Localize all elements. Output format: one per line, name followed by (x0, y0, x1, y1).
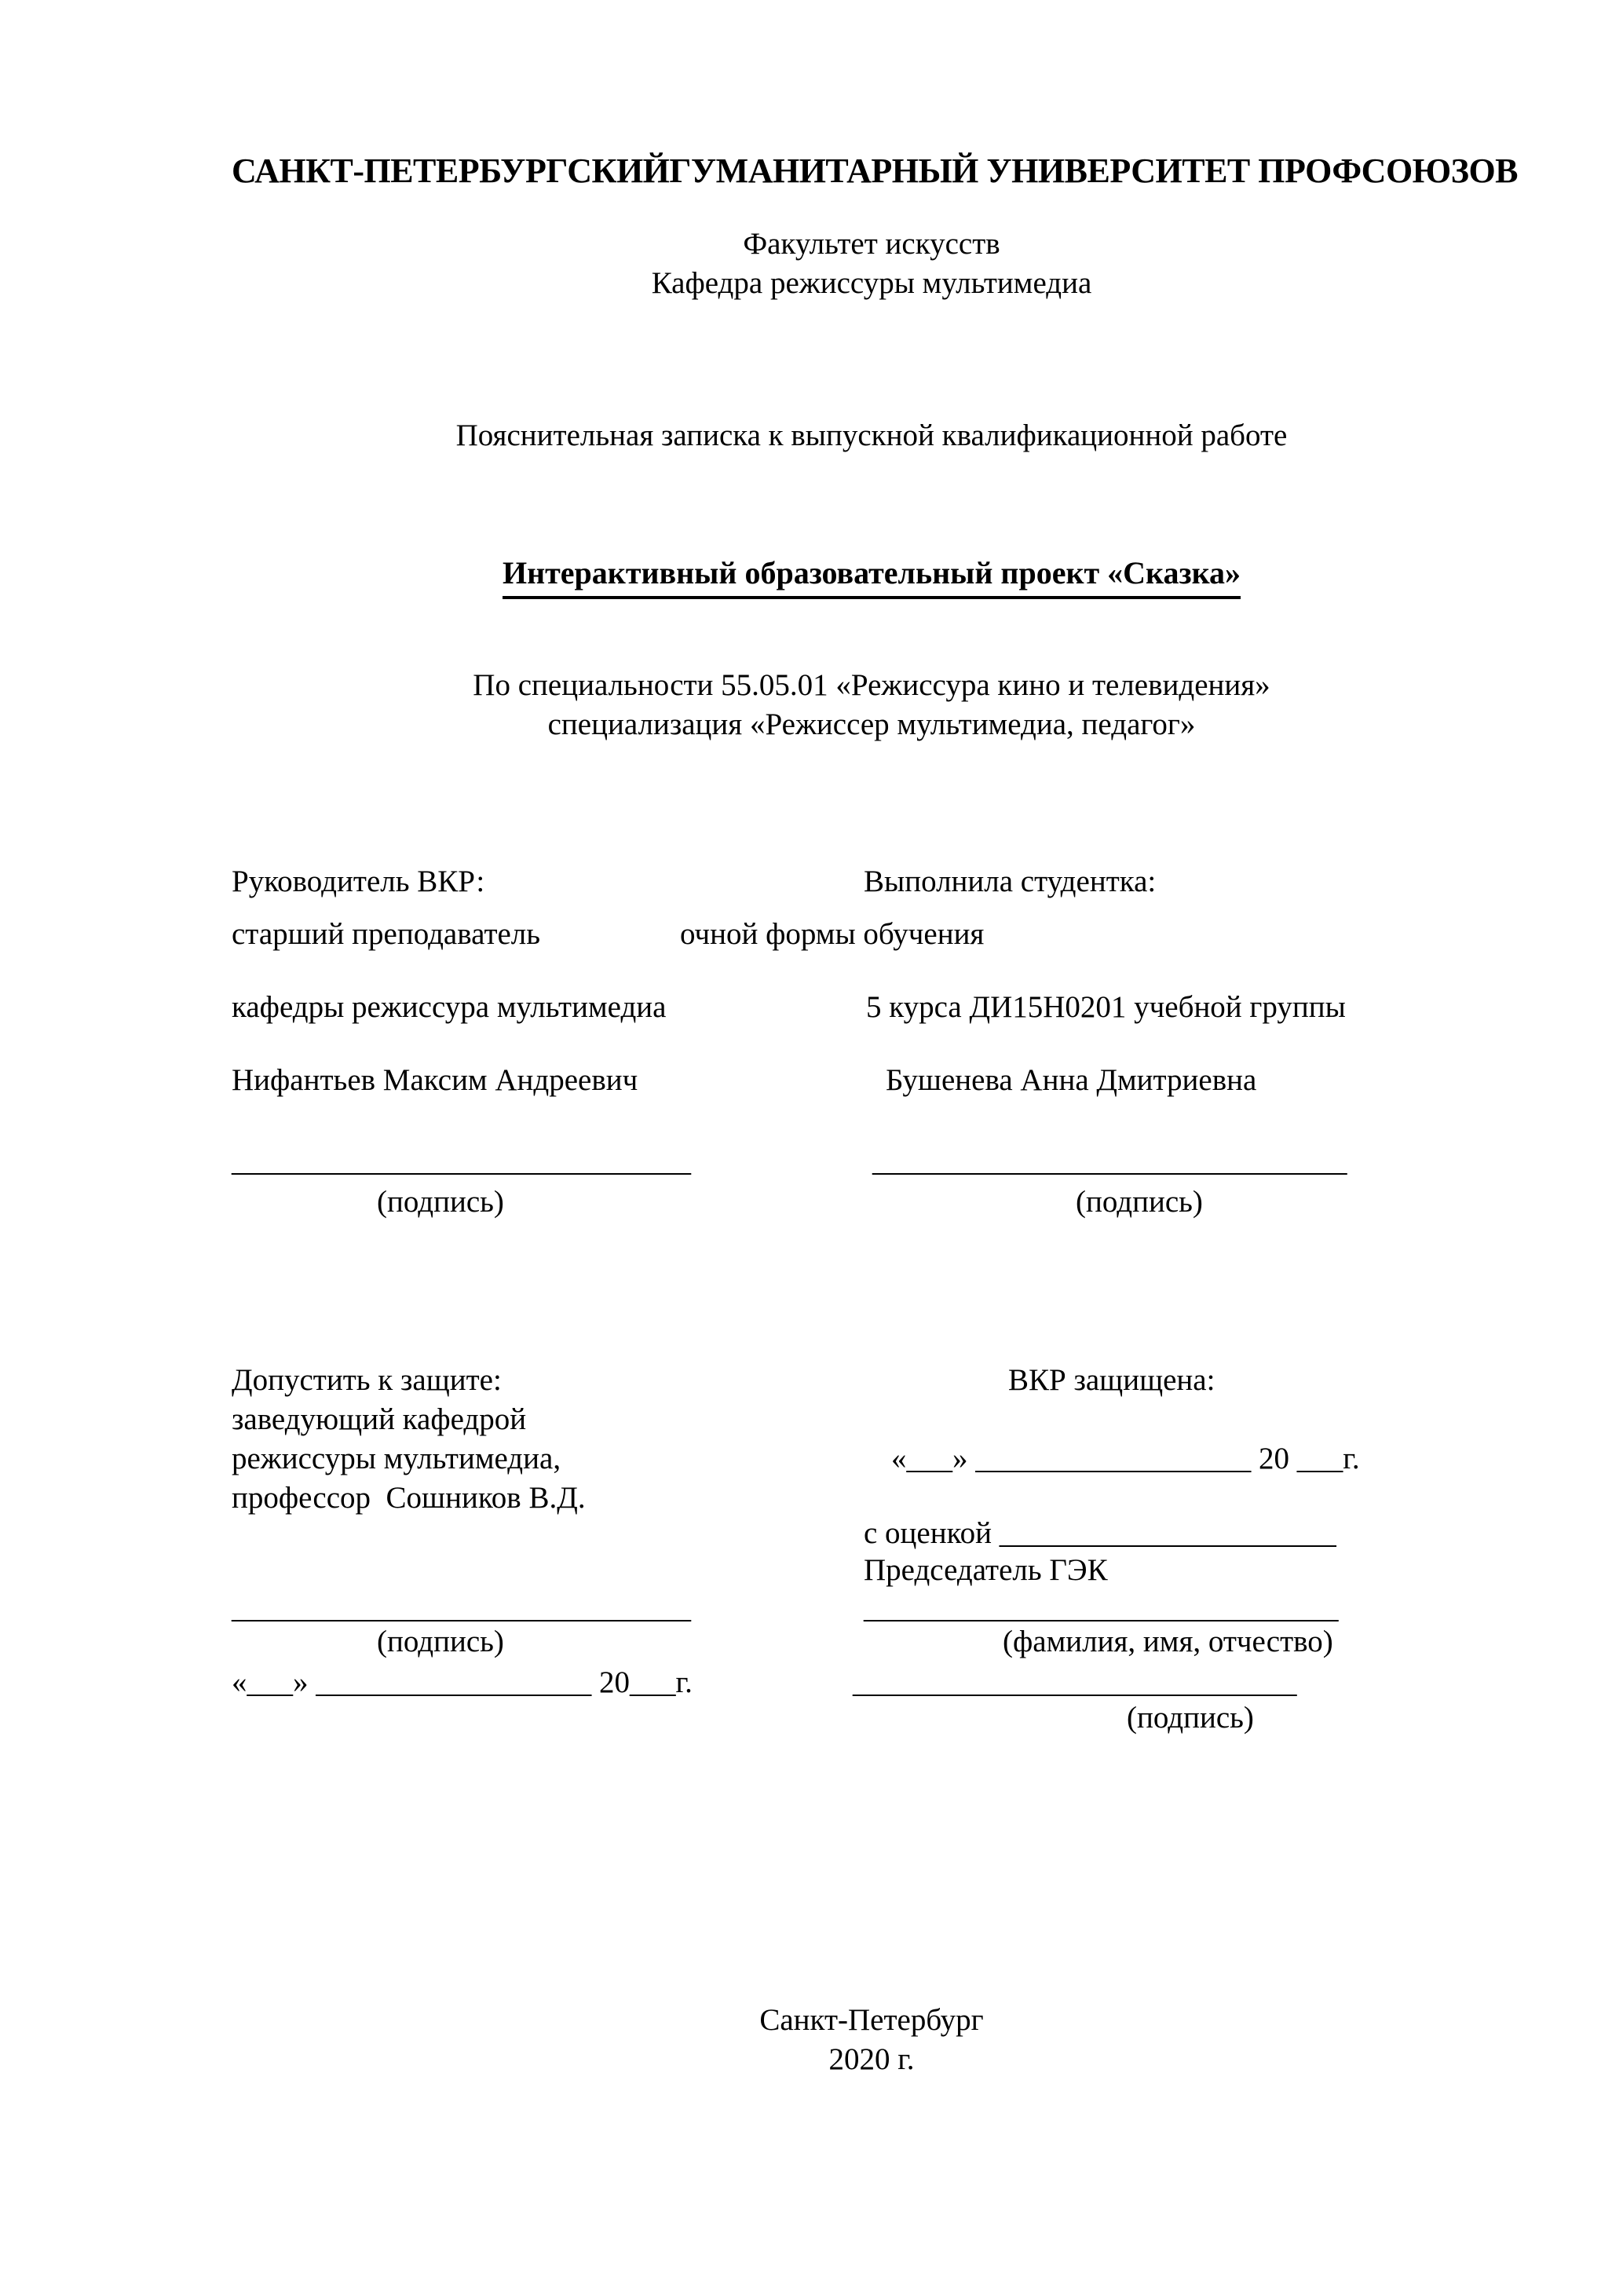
admission-line-3: режиссуры мультимедиа, (232, 1442, 561, 1475)
admission-signature-caption: (подпись) (377, 1625, 504, 1658)
admission-line-1: Допустить к защите: (232, 1363, 502, 1397)
admission-line-4: профессор Сошников В.Д. (232, 1481, 586, 1515)
specialty-line: По специальности 55.05.01 «Режиссура кино и телевидения» (473, 668, 1270, 702)
specialization-line: специализация «Режиссер мультимедиа, педагог» (547, 707, 1196, 741)
department-line: Кафедра режиссуры мультимедиа (651, 266, 1092, 300)
student-group: 5 курса ДИ15Н0201 учебной группы (866, 990, 1346, 1024)
supervisor-signature-caption: (подпись) (377, 1185, 504, 1219)
university-name: САНКТ-ПЕТЕРБУРГСКИЙГУМАНИТАРНЫЙ УНИВЕРСИТЕТ ПРОФСОЮЗОВ (232, 152, 1519, 190)
student-name: Бушенева Анна Дмитриевна (886, 1063, 1257, 1097)
defense-chairman-label: Председатель ГЭК (864, 1553, 1108, 1587)
supervisor-department: кафедры режиссура мультимедиа (232, 990, 667, 1024)
defense-date-line: «___» __________________ 20 ___г. (891, 1442, 1360, 1475)
footer-city: Санкт-Петербург (759, 2003, 984, 2037)
work-title: Интерактивный образовательный проект «Сказка» (503, 554, 1241, 599)
student-label: Выполнила студентка: (864, 865, 1157, 898)
supervisor-position: старший преподаватель (232, 917, 541, 951)
chairman-signature-caption: (подпись) (1127, 1701, 1254, 1735)
work-title-row (232, 554, 1512, 599)
faculty-line: Факультет искусств (743, 227, 1000, 261)
chairman-name-caption: (фамилия, имя, отчество) (1003, 1625, 1333, 1658)
defense-label: ВКР защищена: (1008, 1363, 1215, 1397)
supervisor-signature-line: ______________________________ (232, 1144, 691, 1178)
admission-line-2: заведующий кафедрой (232, 1402, 527, 1436)
student-signature-caption: (подпись) (1076, 1185, 1203, 1219)
supervisor-label: Руководитель ВКР: (232, 865, 485, 898)
supervisor-name: Нифантьев Максим Андреевич (232, 1063, 638, 1097)
footer-year: 2020 г. (828, 2042, 915, 2076)
defense-grade-line: с оценкой ______________________ (864, 1516, 1336, 1550)
document-type-line: Пояснительная записка к выпускной квалификационной работе (455, 419, 1288, 452)
admission-date-line: «___» __________________ 20___г. (232, 1665, 693, 1699)
student-signature-line: _______________________________ (872, 1144, 1347, 1178)
chairman-signature-line: _____________________________ (853, 1665, 1297, 1699)
chairman-name-line: _______________________________ (864, 1591, 1339, 1625)
student-study-form: очной формы обучения (680, 917, 985, 951)
admission-signature-line: ______________________________ (232, 1591, 691, 1625)
